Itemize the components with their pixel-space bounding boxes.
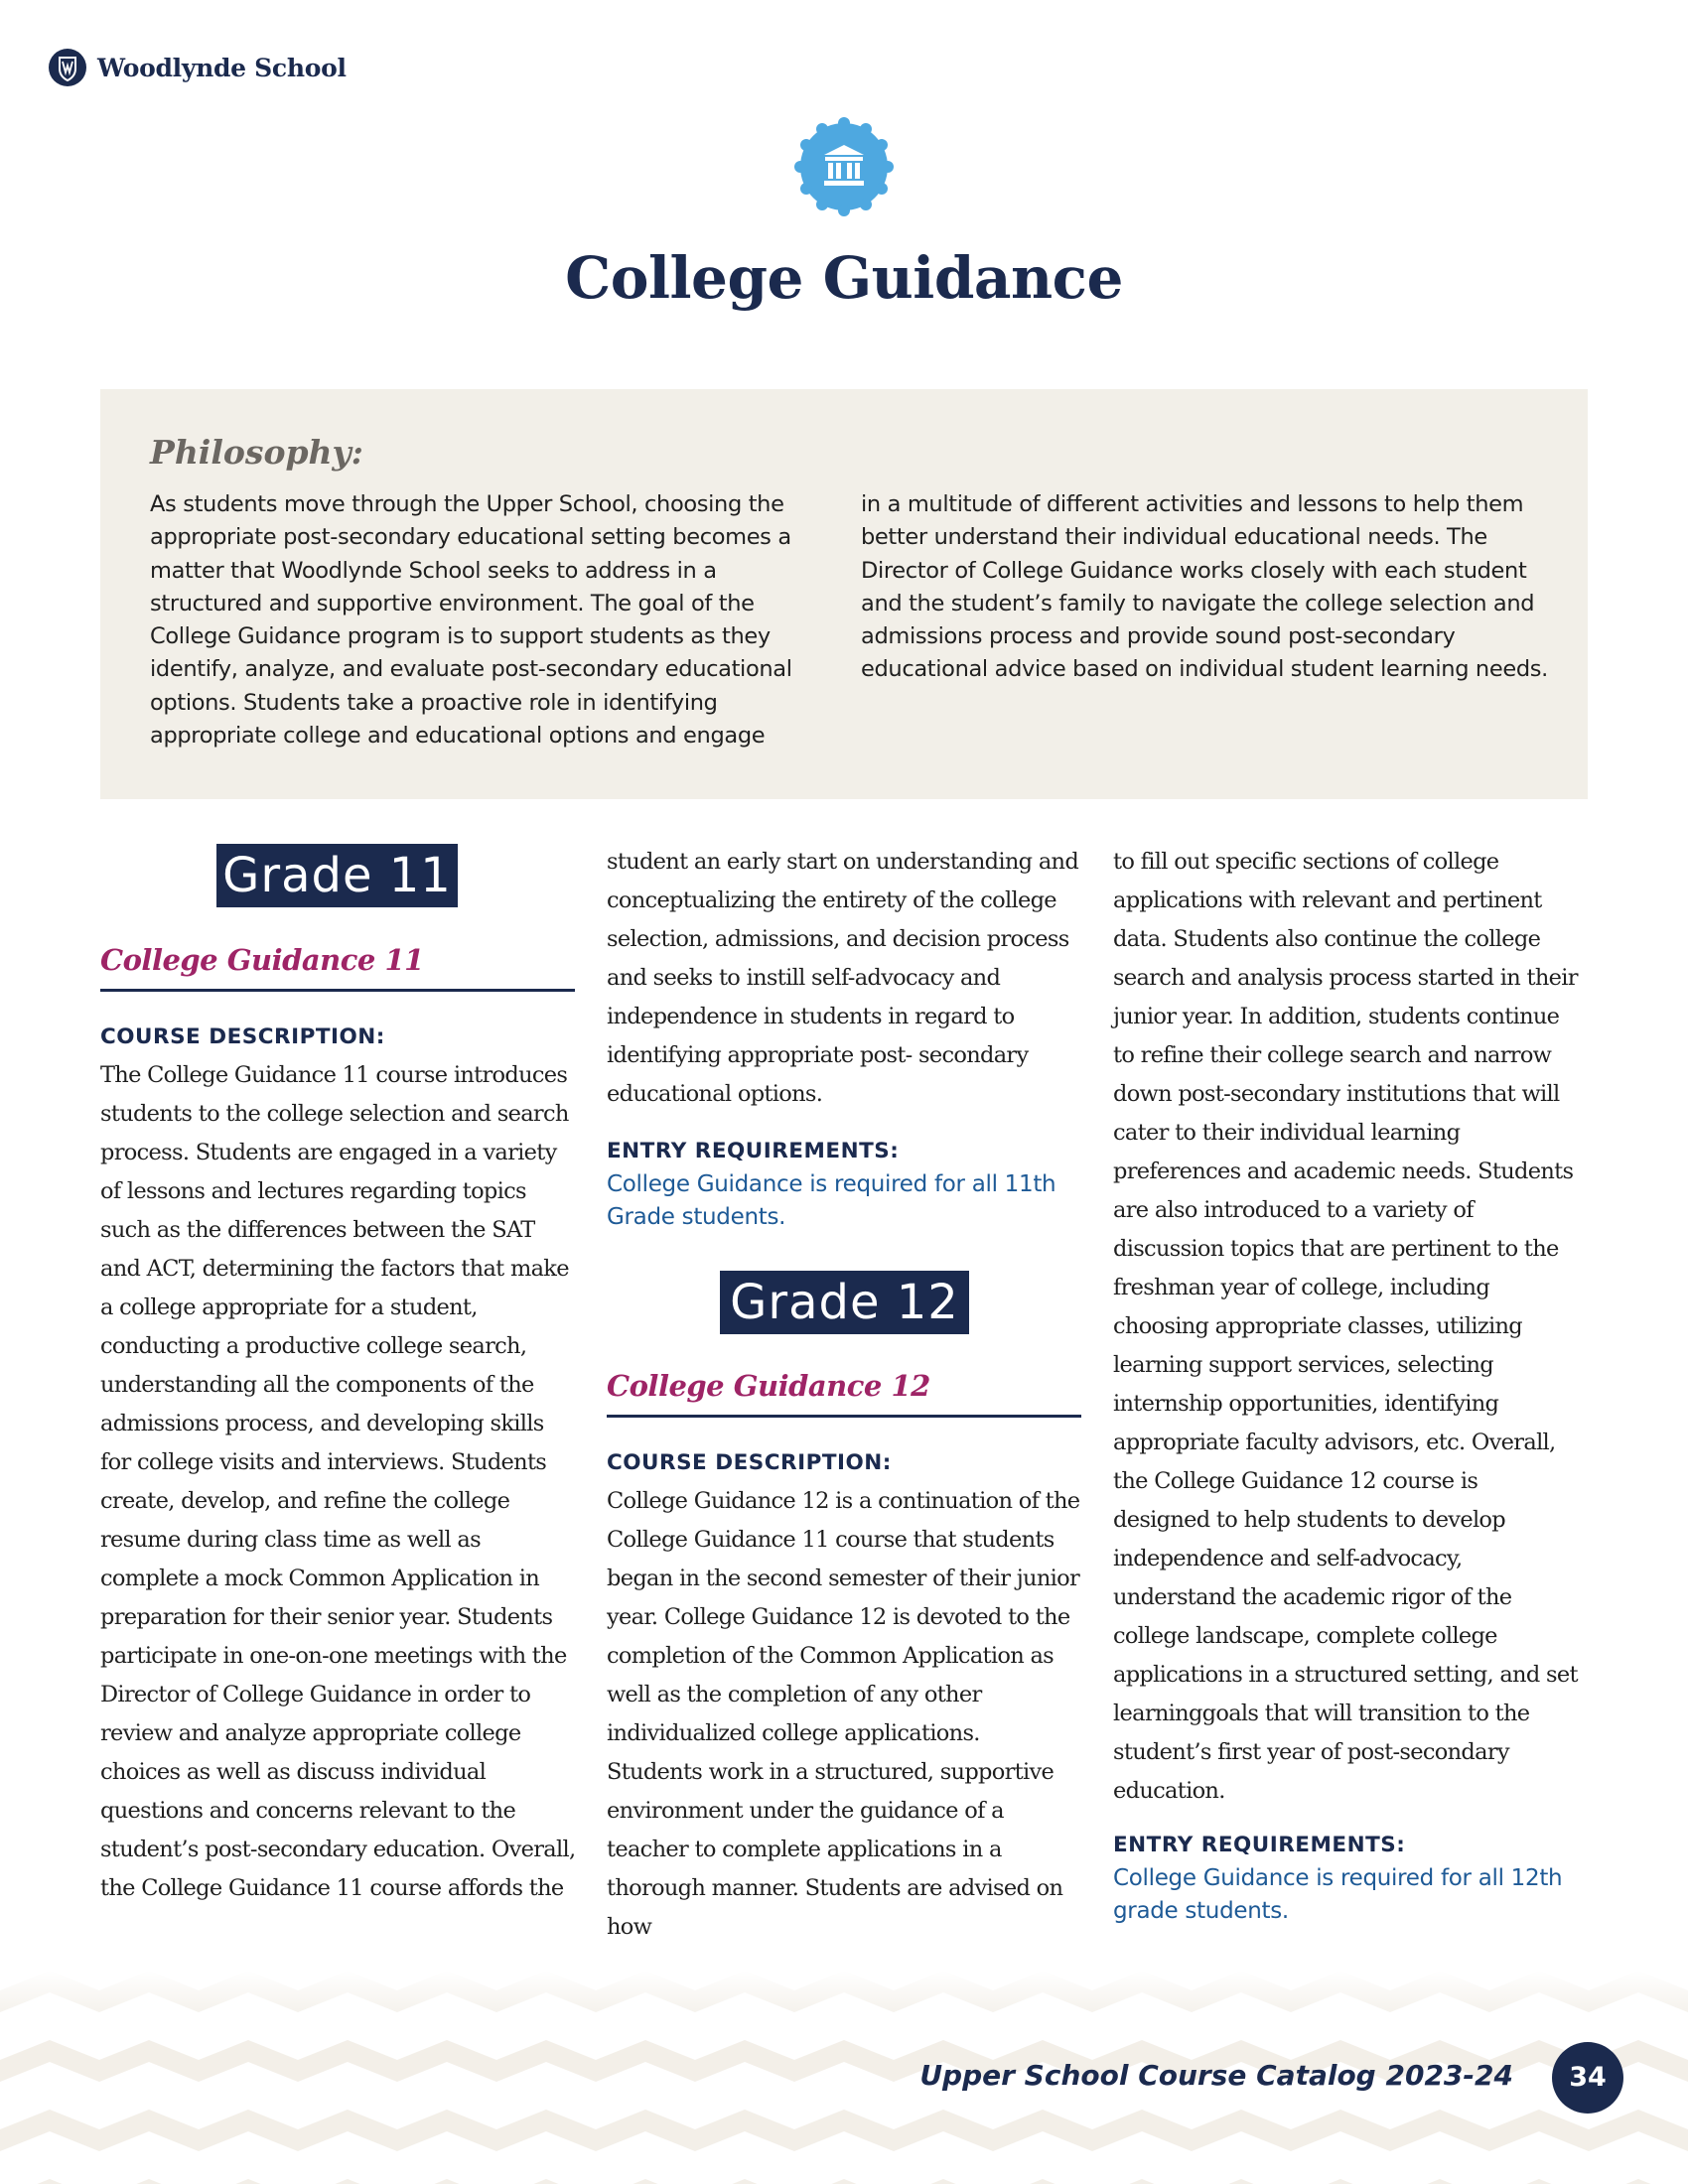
philosophy-heading: Philosophy: [150,433,363,472]
course-title-college-guidance-12: College Guidance 12 [607,1369,1081,1418]
course-title-college-guidance-11: College Guidance 11 [100,943,575,992]
school-brand [48,48,347,87]
grade-12-badge: Grade 12 [720,1271,969,1334]
institution-building-icon [794,117,894,216]
grade-12-course-description: College Guidance 12 is a continuation of the College Guidance 11 course that students began in the second semester of their junior year. College Guidance 12 is devoted to the completion of the Common Application as well as the completion of any other individualized college applications. Students work in a structured, supportive environment under the guidance of a teacher to complete applications in a thorough manner. Students are advised on how [607,1488,1080,1940]
grade-11-course-description-label: COURSE DESCRIPTION: [100,1024,385,1049]
grade-11-entry-requirements-label: ENTRY REQUIREMENTS: [607,1139,900,1163]
catalog-title: Upper School Course Catalog 2023-24 [919,2059,1513,2092]
grade-12-entry-requirements: College Guidance is required for all 12th grade students. [1113,1865,1563,1924]
grade-11-badge: Grade 11 [216,844,458,907]
grade-11-course-description: The College Guidance 11 course introduces students to the college selection and search process. Students are engaged in a variety of lessons and lectures regarding topics such as the differences between the SAT and ACT, determining the factors that make a college appropriate for a student, conducting a productive college search, understanding all the components of the admissions process, and developing skills for college visits and interviews. Students create, develop, and refine the college resume during class time as well as complete a mock Common Application in preparation for their senior year. Students participate in one-on-one meetings with the Director of College Guidance in order to review and analyze appropriate college choices as well as discuss individual questions and concerns relevant to the student’s post-secondary education. Overall, the College Guidance 11 course affords the [100,1062,576,1901]
school-crest-icon [48,48,87,87]
school-name: Woodlynde School [97,53,347,82]
philosophy-text-col-2: in a multitude of different activities and lessons to help them better understand their individual educational needs. The Director of College Guidance works closely with each student and the student’s family to navigate the college selection and admissions process and provide sound post-secondary educational advice based on individual student learning needs. [861,491,1548,683]
grade-12-course-description-label: COURSE DESCRIPTION: [607,1450,892,1475]
philosophy-box [100,389,1588,799]
grade-11-course-description-continued: student an early start on understanding and conceptualizing the entirety of the college selection, admissions, and decision process and seeks to instill self-advocacy and independence in students in regard to identifying appropriate post- secondary educational options. [607,849,1079,1107]
grade-11-entry-requirements: College Guidance is required for all 11th Grade students. [607,1171,1056,1230]
page-title: College Guidance [565,244,1123,312]
philosophy-text-col-1: As students move through the Upper School, choosing the appropriate post-secondary educational setting becomes a matter that Woodlynde School seeks to address in a structured and supportive environment. The goal of the College Guidance program is to support students as they identify, analyze, and evaluate post-secondary educational options. Students take a proactive role in identifying appropriate college and educational options and engage [150,491,792,750]
grade-12-entry-requirements-label: ENTRY REQUIREMENTS: [1113,1833,1406,1857]
grade-12-course-description-continued: to fill out specific sections of college applications with relevant and pertinent data. Students also continue the college search and analysis process started in their junior year. In addition, students continue to refine their college search and narrow down post-secondary institutions that will cater to their individual learning preferences and academic needs. Students are also introduced to a variety of discussion topics that are pertinent to the freshman year of college, including choosing appropriate classes, utilizing learning support services, selecting internship opportunities, identifying appropriate faculty advisors, etc. Overall, the College Guidance 12 course is designed to help students to develop independence and self-advocacy, understand the academic rigor of the college landscape, complete college applications in a structured setting, and set learninggoals that will transition to the student’s first year of post-secondary education. [1113,849,1578,1804]
page-number: 34 [1552,2042,1623,2114]
